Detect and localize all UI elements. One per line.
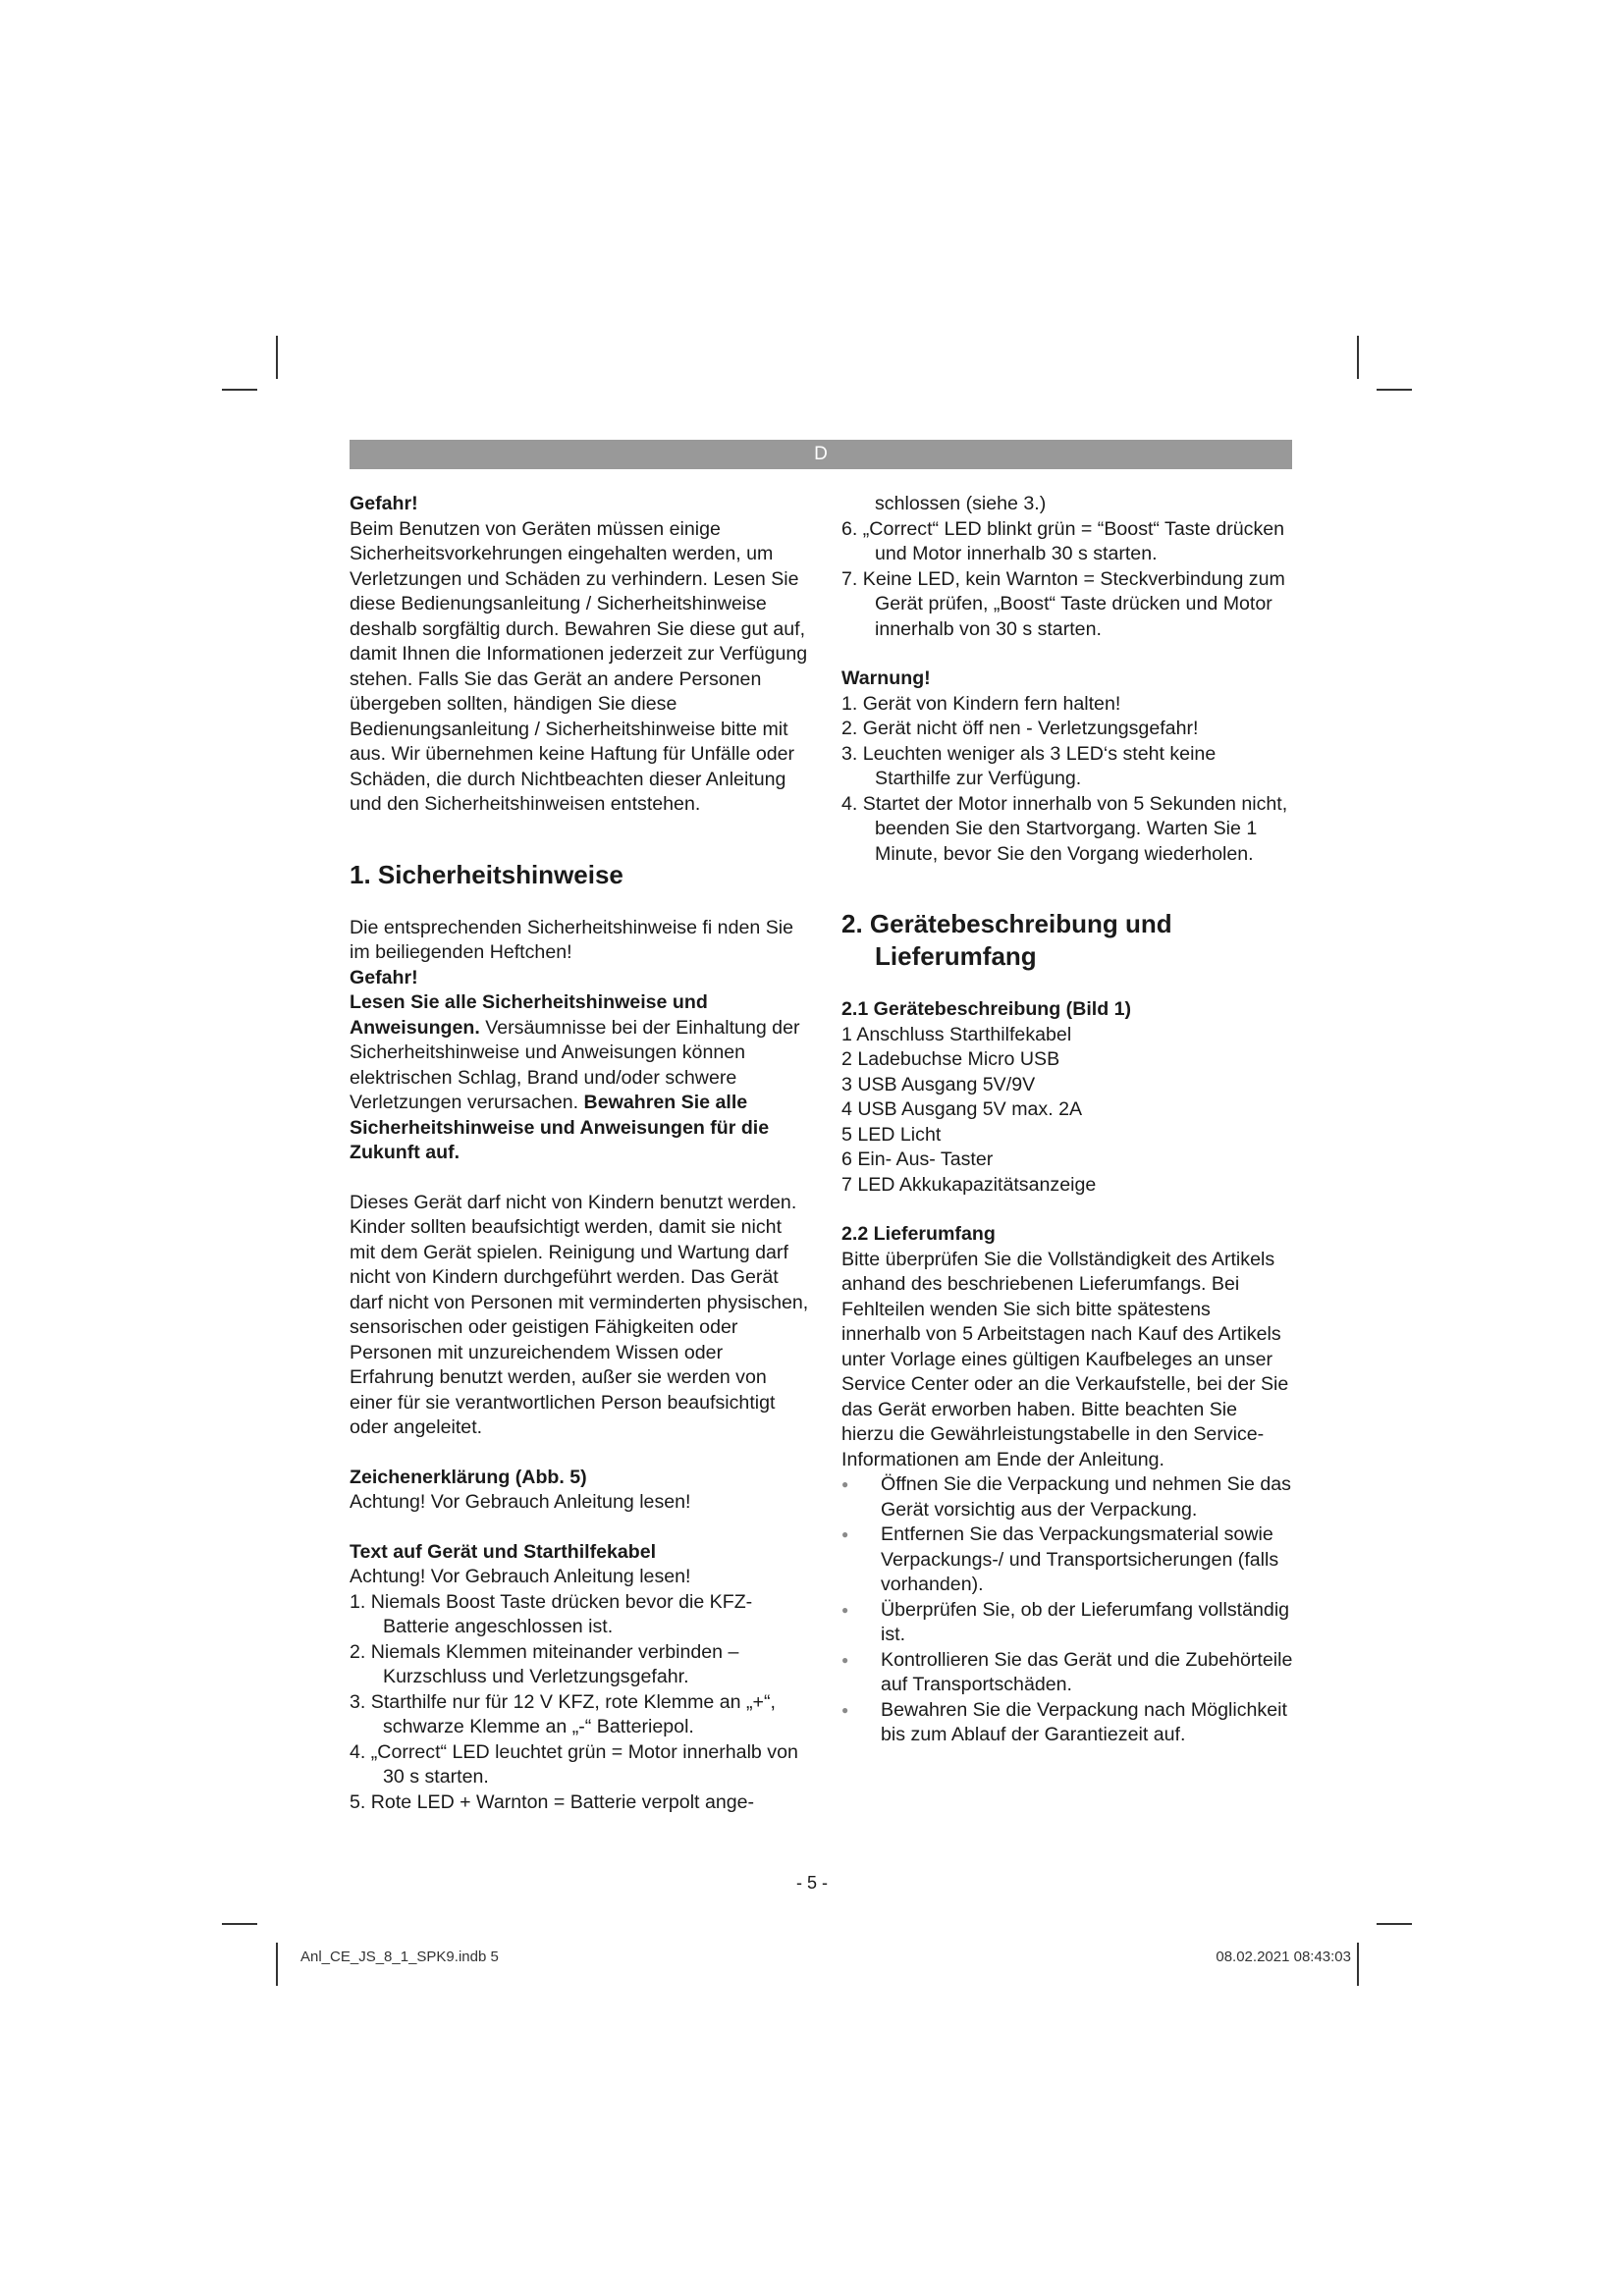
list-item: 7. Keine LED, kein Warnton = Steckverbindung zum Gerät prüfen, „Boost“ Taste drücken und Motor innerhalb von 30 s starten. <box>841 567 1285 640</box>
crop-mark <box>1377 389 1412 391</box>
device-text-intro: Achtung! Vor Gebrauch Anleitung lesen! <box>350 1566 691 1587</box>
list-item: 3. Starthilfe nur für 12 V KFZ, rote Klemme an „+“, schwarze Klemme an „-“ Batteriepol. <box>350 1690 776 1737</box>
subsection-2-1-heading: 2.1 Gerätebeschreibung (Bild 1) <box>841 998 1132 1020</box>
list-item: ● Kontrollieren Sie das Gerät und die Zubehörteile auf Transportschäden. <box>841 1648 1293 1698</box>
page-number: - 5 - <box>795 1873 828 1893</box>
danger-paragraph: Beim Benutzen von Geräten müssen einige Sicherheitsvorkehrungen eingehalten werden, um Verletzungen und Schäden zu verhindern. Lesen Sie diese Bedienungsanleitung / Sicherheitshinweise deshalb sorgfältig durch. Bewahren Sie diese gut auf, damit Ihnen die Informationen jederzeit zur Verfügung stehen. Falls Sie das Gerät an andere Personen übergeben sollten, händigen Sie diese Bedienungsanleitung / Sicherheitshinweise bitte mit aus. Wir übernehmen keine Haftung für Unfälle oder Schäden, die durch Nichtbeachten dieser Anleitung und den Sicherheitshinweisen entstehen. <box>350 517 808 815</box>
section-1-intro: Die entsprechenden Sicherheitshinweise fi nden Sie im beiliegenden Heftchen! <box>350 916 794 963</box>
section-2-heading: 2. Gerätebeschreibung und Lieferumfang <box>841 909 1172 971</box>
list-item: 5 LED Licht <box>841 1123 942 1146</box>
symbols-text: Achtung! Vor Gebrauch Anleitung lesen! <box>350 1491 691 1513</box>
subsection-2-2-heading: 2.2 Lieferumfang <box>841 1223 996 1245</box>
list-item: ● Überprüfen Sie, ob der Lieferumfang vollständig ist. <box>841 1598 1293 1648</box>
crop-mark <box>276 336 278 379</box>
read-instructions-paragraph: Lesen Sie alle Sicherheitshinweise und Anweisungen. Versäumnisse bei der Einhaltung der Sicherheitshinweise und Anweisungen können elektrischen Schlag, Brand und/oder schwere Verletzungen verursachen. Bewahren Sie alle Sicherheitshinweise und Anweisungen für die Zukunft auf. <box>350 991 800 1163</box>
list-item: 3. Leuchten weniger als 3 LED‘s steht keine Starthilfe zur Verfügung. <box>841 742 1217 789</box>
list-item: 6. „Correct“ LED blinkt grün = “Boost“ Taste drücken und Motor innerhalb 30 s starten. <box>841 517 1285 564</box>
list-item: 4. „Correct“ LED leuchtet grün = Motor innerhalb von 30 s starten. <box>350 1740 798 1788</box>
list-item: 6 Ein- Aus- Taster <box>841 1148 994 1170</box>
crop-mark <box>222 389 257 391</box>
list-item: 2. Gerät nicht öff nen - Verletzungsgefahr! <box>841 718 1199 739</box>
list-item: ● Öffnen Sie die Verpackung und nehmen Sie das Gerät vorsichtig aus der Verpackung. <box>841 1472 1293 1522</box>
list-item: 4 USB Ausgang 5V max. 2A <box>841 1098 1083 1120</box>
list-item: 1. Gerät von Kindern fern halten! <box>841 692 1121 715</box>
list-item: 4. Startet der Motor innerhalb von 5 Sekunden nicht, beenden Sie den Startvorgang. Warten Sie 1 Minute, bevor Sie den Vorgang wiederholen. <box>841 792 1288 865</box>
list-item: 7 LED Akkukapazitätsanzeige <box>841 1173 1097 1196</box>
device-text-heading: Text auf Gerät und Starthilfekabel <box>350 1540 657 1563</box>
subsection-2-2-paragraph: Bitte überprüfen Sie die Vollständigkeit des Artikels anhand des beschriebenen Lieferumfangs. Bei Fehlteilen wenden Sie sich bitte spätestens innerhalb von 5 Arbeitstagen nach Kauf des Artikels unter Vorlage eines gültigen Kaufbeleges an unser Service Center oder an die Verkaufstelle, bei der Sie das Gerät erworben haben. Bitte beachten Sie hierzu die Gewährleistungstabelle in den Service-Informationen am Ende der Anleitung. <box>841 1248 1289 1470</box>
left-column <box>350 492 811 1815</box>
language-header-bar: D <box>350 440 1292 469</box>
continued-text: schlossen (siehe 3.) <box>875 493 1047 514</box>
crop-mark <box>1357 336 1359 379</box>
warning-heading: Warnung! <box>841 667 931 689</box>
list-item: 2 Ladebuchse Micro USB <box>841 1048 1060 1070</box>
crop-mark <box>1357 1943 1359 1986</box>
list-item: 5. Rote LED + Warnton = Batterie verpolt ange- <box>350 1790 755 1813</box>
danger-heading: Gefahr! <box>350 493 418 514</box>
danger-heading-2: Gefahr! <box>350 966 418 988</box>
print-timestamp: 08.02.2021 08:43:03 <box>1216 1949 1351 1965</box>
crop-mark <box>222 1923 257 1925</box>
children-warning-paragraph: Dieses Gerät darf nicht von Kindern benutzt werden. Kinder sollten beaufsichtigt werden, damit sie nicht mit dem Gerät spielen. Reinigung und Wartung darf nicht von Kindern durchgeführt werden. Das Gerät darf nicht von Personen mit verminderten physischen, sensorischen oder geistigen Fähigkeiten oder Personen mit unzureichendem Wissen oder Erfahrung benutzt werden, außer sie werden von einer für sie verantwortlichen Person beaufsichtigt oder angeleitet. <box>350 1191 809 1438</box>
list-item: 3 USB Ausgang 5V/9V <box>841 1073 1036 1095</box>
list-item: 2. Niemals Klemmen miteinander verbinden – Kurzschluss und Verletzungsgefahr. <box>350 1640 739 1687</box>
right-column <box>841 492 1293 1748</box>
list-item: 1 Anschluss Starthilfekabel <box>841 1023 1072 1045</box>
file-info: Anl_CE_JS_8_1_SPK9.indb 5 <box>300 1949 499 1965</box>
list-item: ● Entfernen Sie das Verpackungsmaterial sowie Verpackungs-/ und Transportsicherungen (falls vorhanden). <box>841 1522 1293 1598</box>
symbols-heading: Zeichenerklärung (Abb. 5) <box>350 1466 587 1488</box>
list-item: 1. Niemals Boost Taste drücken bevor die KFZ-Batterie angeschlossen ist. <box>350 1590 753 1637</box>
crop-mark <box>1377 1923 1412 1925</box>
section-1-heading: 1. Sicherheitshinweise <box>350 859 623 889</box>
list-item: ● Bewahren Sie die Verpackung nach Möglichkeit bis zum Ablauf der Garantiezeit auf. <box>841 1698 1293 1748</box>
crop-mark <box>276 1943 278 1986</box>
